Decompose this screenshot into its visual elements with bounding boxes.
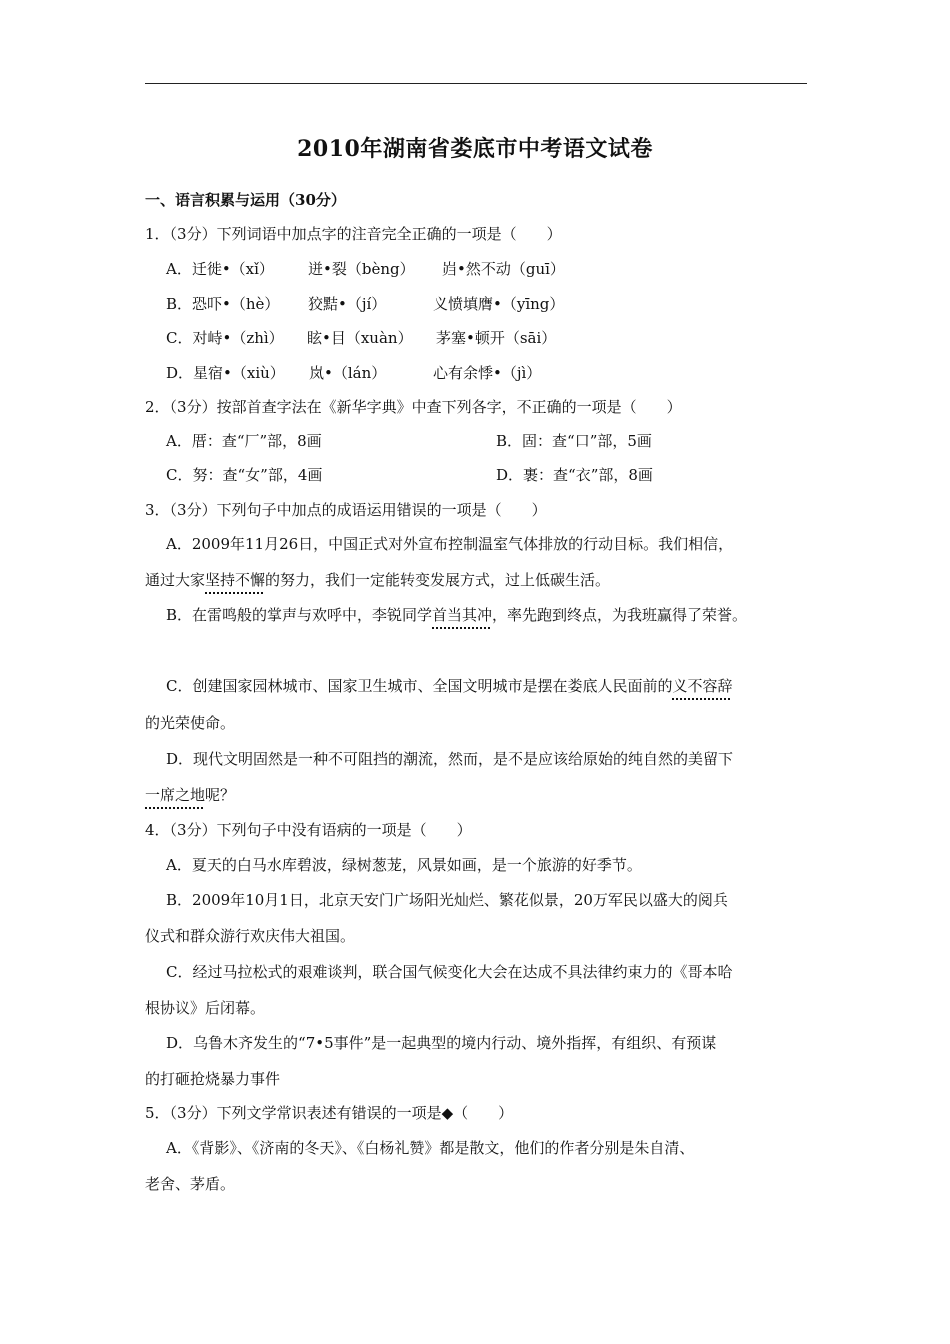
q2-option-c: C．努：查“女”部，4画 <box>166 466 323 484</box>
q3-option-d-line1: D．现代文明固然是一种不可阻挡的潮流，然而，是不是应该给原始的纯自然的美留下 <box>166 750 734 768</box>
q1-option-c-2: 眩•目（xuàn） <box>307 329 413 347</box>
q5-option-a-line2: 老舍、茅盾。 <box>145 1175 236 1193</box>
q1-option-d-1: D．星宿•（xiù） <box>166 364 285 382</box>
q2-option-d: D．裹：查“衣”部，8画 <box>496 466 653 484</box>
q3-option-c-line2: 的光荣使命。 <box>145 714 236 732</box>
q1-option-b-3: 义愤填膺•（yīng） <box>433 295 565 313</box>
dotted-idiom: 一席之地 <box>145 786 206 804</box>
q3-option-c-line1: C．创建国家园林城市、国家卫生城市、全国文明城市是摆在娄底人民面前的义不容辞 <box>166 677 733 695</box>
q1-option-d-2: 岚•（lán） <box>309 364 387 382</box>
question-2-stem: 2．（3分）按部首查字法在《新华字典》中查下列各字，不正确的一项是（ ） <box>145 398 682 416</box>
question-3-stem: 3．（3分）下列句子中加点的成语运用错误的一项是（ ） <box>145 501 547 519</box>
q4-option-d-line1: D．乌鲁木齐发生的“7•5事件”是一起典型的境内行动、境外指挥，有组织、有预谋 <box>166 1034 717 1052</box>
question-5-stem: 5．（3分）下列文学常识表述有错误的一项是◆（ ） <box>145 1104 514 1122</box>
question-4-stem: 4．（3分）下列句子中没有语病的一项是（ ） <box>145 821 472 839</box>
q2-option-a: A．厝：查“厂”部，8画 <box>166 432 322 450</box>
q3-option-a-line1: A．2009年11月26日，中国正式对外宣布控制温室气体排放的行动目标。我们相信， <box>166 535 734 553</box>
dotted-idiom: 坚持不懈 <box>205 571 266 589</box>
q1-option-a-3: 岿•然不动（guī） <box>442 260 565 278</box>
q3-option-b: B．在雷鸣般的掌声与欢呼中，李锐同学首当其冲，率先跑到终点，为我班赢得了荣誉。 <box>166 606 748 624</box>
dotted-idiom: 义不容辞 <box>672 677 733 695</box>
q1-option-b-2: 狡黠•（jí） <box>308 295 387 313</box>
q1-option-a-1: A．迁徙•（xǐ） <box>166 260 274 278</box>
q1-option-d-3: 心有余悸•（jì） <box>433 364 542 382</box>
q5-option-a-line1: A．《背影》、《济南的冬天》、《白杨礼赞》都是散文，他们的作者分别是朱自清、 <box>166 1139 695 1157</box>
q4-option-a: A．夏天的白马水库碧波，绿树葱茏，风景如画，是一个旅游的好季节。 <box>166 856 642 874</box>
dotted-idiom: 首当其冲 <box>432 606 493 624</box>
q4-option-b-line2: 仪式和群众游行欢庆伟大祖国。 <box>145 927 356 945</box>
q4-option-c-line2: 根协议》后闭幕。 <box>145 999 266 1017</box>
q4-option-c-line1: C．经过马拉松式的艰难谈判，联合国气候变化大会在达成不具法律约束力的《哥本哈 <box>166 963 733 981</box>
header-rule <box>145 83 807 84</box>
q1-option-a-2: 迸•裂（bèng） <box>308 260 415 278</box>
section-heading: 一、语言积累与运用（30分） <box>145 191 346 209</box>
page-title: 2010年湖南省娄底市中考语文试卷 <box>297 136 653 162</box>
q2-option-b: B．固：查“口”部，5画 <box>496 432 652 450</box>
q3-option-a-line2: 通过大家坚持不懈的努力，我们一定能转变发展方式，过上低碳生活。 <box>145 571 611 589</box>
q3-option-d-line2: 一席之地呢？ <box>145 786 236 804</box>
q1-option-b-1: B．恐吓•（hè） <box>166 295 280 313</box>
q1-option-c-1: C．对峙•（zhì） <box>166 329 284 347</box>
q4-option-d-line2: 的打砸抢烧暴力事件 <box>145 1070 281 1088</box>
question-1-stem: 1．（3分）下列词语中加点字的注音完全正确的一项是（ ） <box>145 225 562 243</box>
q4-option-b-line1: B．2009年10月1日，北京天安门广场阳光灿烂、繁花似景，20万军民以盛大的阅兵 <box>166 891 728 909</box>
q1-option-c-3: 茅塞•顿开（sāi） <box>436 329 557 347</box>
